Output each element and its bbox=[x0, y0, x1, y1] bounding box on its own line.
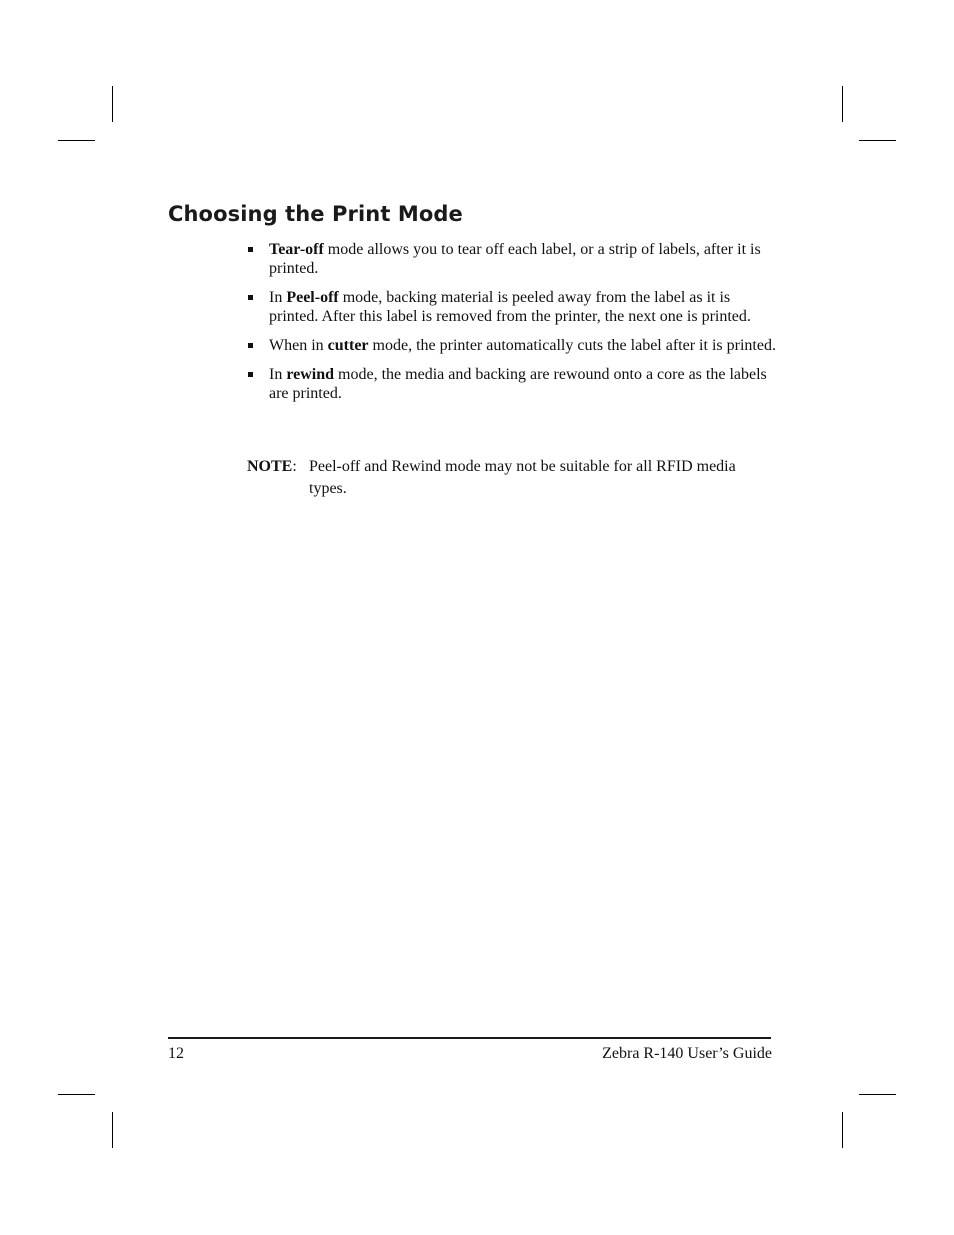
item-term: cutter bbox=[327, 337, 369, 354]
crop-mark-top-right-vertical bbox=[842, 86, 843, 122]
square-bullet-icon bbox=[248, 295, 253, 300]
square-bullet-icon bbox=[248, 372, 253, 377]
crop-mark-bottom-right-vertical bbox=[842, 1112, 843, 1148]
crop-mark-top-left-horizontal bbox=[58, 140, 95, 141]
footer-divider bbox=[168, 1037, 771, 1039]
print-mode-list bbox=[247, 240, 777, 413]
crop-mark-bottom-right-horizontal bbox=[859, 1094, 896, 1095]
list-item-rewind bbox=[247, 365, 777, 403]
footer-divider-lead bbox=[168, 1037, 188, 1038]
note-block bbox=[247, 456, 777, 500]
crop-mark-top-left-vertical bbox=[112, 86, 113, 122]
item-description: mode, backing material is peeled away from the label as it is printed. After this label is removed from the printer, the next one is printed. bbox=[269, 289, 751, 325]
item-description: mode, the media and backing are rewound onto a core as the labels are printed. bbox=[269, 366, 767, 402]
list-item-peel-off bbox=[247, 288, 777, 326]
note-label-text: NOTE bbox=[247, 458, 293, 475]
item-lead-text: When in bbox=[269, 337, 328, 354]
note-text: Peel-off and Rewind mode may not be suitable for all RFID media types. bbox=[309, 458, 736, 497]
square-bullet-icon bbox=[248, 343, 253, 348]
list-item-tear-off bbox=[247, 240, 777, 278]
item-description: mode allows you to tear off each label, or a strip of labels, after it is printed. bbox=[269, 241, 761, 277]
crop-mark-top-right-horizontal bbox=[859, 140, 896, 141]
square-bullet-icon bbox=[248, 247, 253, 252]
item-lead-text: In bbox=[269, 366, 287, 383]
note-colon: : bbox=[292, 458, 297, 475]
item-lead-text: In bbox=[269, 289, 287, 306]
crop-mark-bottom-left-vertical bbox=[112, 1112, 113, 1148]
page-number: 12 bbox=[168, 1045, 184, 1062]
item-description: mode, the printer automatically cuts the label after it is printed. bbox=[368, 337, 776, 354]
section-heading: Choosing the Print Mode bbox=[168, 202, 463, 226]
note-label bbox=[247, 456, 309, 478]
item-term: Peel-off bbox=[286, 289, 339, 306]
item-term: rewind bbox=[286, 366, 335, 383]
guide-title: Zebra R-140 User’s Guide bbox=[602, 1045, 772, 1062]
list-item-cutter bbox=[247, 336, 777, 355]
crop-mark-bottom-left-horizontal bbox=[58, 1094, 95, 1095]
item-term: Tear-off bbox=[269, 241, 324, 258]
